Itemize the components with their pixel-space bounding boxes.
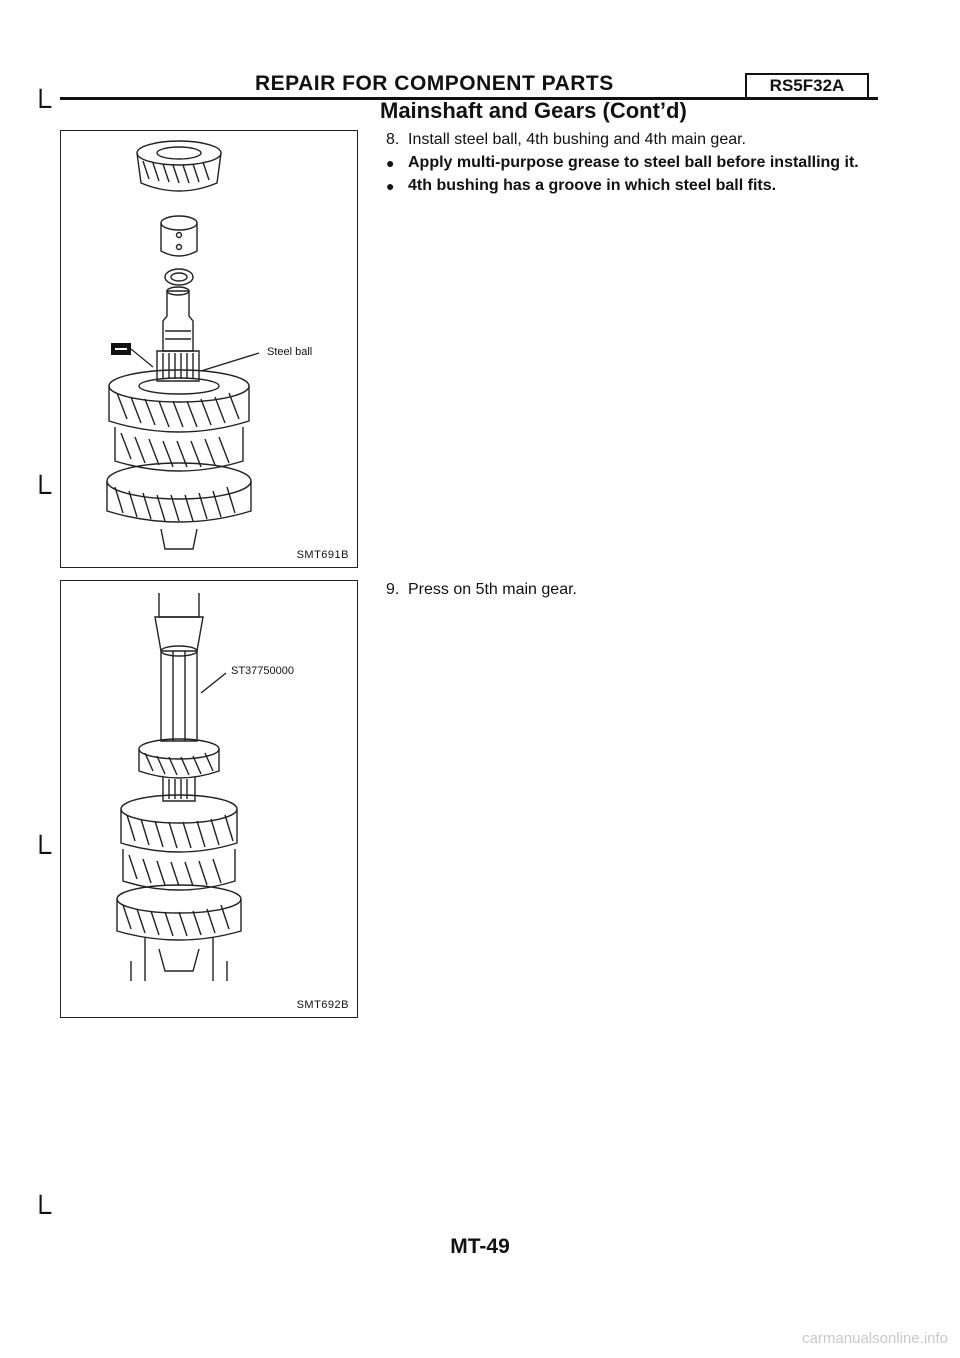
figure-code: SMT691B — [296, 549, 349, 561]
step-text: Press on 5th main gear. — [408, 581, 577, 598]
figure-steel-ball-install — [60, 130, 358, 568]
bullet-item — [386, 176, 886, 196]
crop-mark-icon: └ — [30, 836, 52, 869]
callout-steel-ball: Steel ball — [267, 346, 313, 358]
crop-mark-icon: └ — [30, 1196, 52, 1229]
step-item — [386, 130, 886, 150]
figure-press-5th-gear — [60, 580, 358, 1018]
bullet-text: 4th bushing has a groove in which steel ball fits. — [408, 177, 777, 194]
crop-mark-icon: └ — [30, 476, 52, 509]
section-title: Mainshaft and Gears (Cont’d) — [380, 98, 687, 123]
mainshaft-illustration-1 — [61, 131, 357, 567]
step-9-block — [386, 580, 886, 603]
step-8-block — [386, 130, 886, 199]
filled-circle-bullet-icon: ● — [386, 178, 395, 194]
crop-mark-icon: └ — [30, 90, 52, 123]
bullet-text: Apply multi-purpose grease to steel ball before installing it. — [408, 154, 859, 171]
callout-special-tool: ST37750000 — [231, 665, 294, 677]
filled-circle-bullet-icon: ● — [386, 155, 395, 171]
mainshaft-illustration-2 — [61, 581, 357, 1017]
page-number: MT-49 — [450, 1235, 510, 1258]
watermark: carmanualsonline.info — [802, 1330, 948, 1347]
model-code-badge: RS5F32A — [745, 73, 869, 99]
page-header-title: REPAIR FOR COMPONENT PARTS — [255, 72, 614, 95]
bullet-item — [386, 153, 886, 173]
step-text: Install steel ball, 4th bushing and 4th main gear. — [408, 131, 746, 148]
figure-code: SMT692B — [296, 999, 349, 1011]
step-number: 9. — [386, 581, 400, 598]
step-number: 8. — [386, 131, 400, 148]
step-item — [386, 580, 886, 600]
